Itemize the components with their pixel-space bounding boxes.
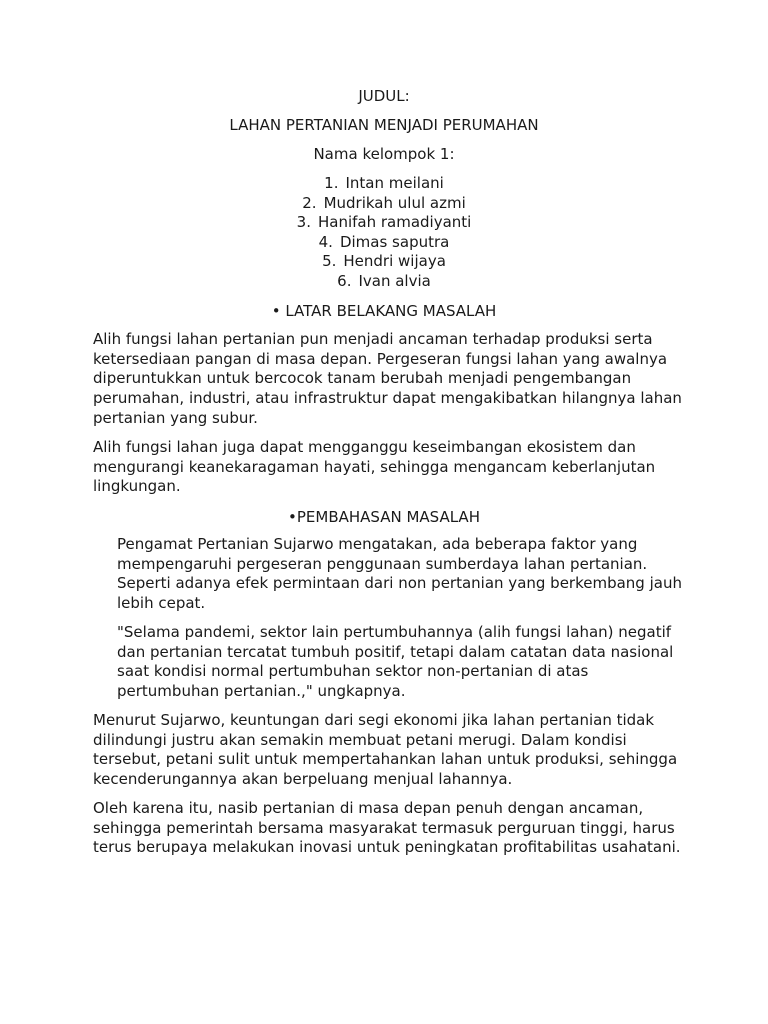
member-item bbox=[0, 194, 768, 214]
paragraph-pembahasan-1: Pengamat Pertanian Sujarwo mengatakan, ada beberapa faktor yang mempengaruhi pergeseran penggunaan sumberdaya lahan pertanian. Seperti adanya efek permintaan dari non pertanian yang berkembang jauh lebih cepat. bbox=[117, 535, 682, 613]
document-title: LAHAN PERTANIAN MENJADI PERUMAHAN bbox=[229, 116, 539, 134]
member-name: Hanifah ramadiyanti bbox=[317, 213, 472, 232]
member-number: 2. bbox=[302, 193, 317, 212]
member-number: 5. bbox=[322, 252, 337, 271]
member-item bbox=[0, 252, 768, 272]
member-item bbox=[0, 233, 768, 253]
paragraph-latar-1: Alih fungsi lahan pertanian pun menjadi ancaman terhadap produksi serta ketersediaan pangan di masa depan. Pergeseran fungsi lahan yang awalnya diperuntukkan untuk bercocok tanam berubah menjadi pengembangan perumahan, industri, atau infrastruktur dapat mengakibatkan hilangnya lahan pertanian yang subur. bbox=[93, 330, 682, 427]
member-name: Intan meilani bbox=[345, 174, 444, 192]
section-heading-pembahasan: •PEMBAHASAN MASALAH bbox=[288, 508, 480, 526]
member-name: Mudrikah ulul azmi bbox=[323, 193, 466, 212]
paragraph-conclusion: Oleh karena itu, nasib pertanian di masa depan penuh dengan ancaman, sehingga pemerintah bersama masyarakat termasuk perguruan tinggi, harus terus berupaya melakukan inovasi untuk peningkatan profitabilitas usahatani. bbox=[93, 799, 681, 857]
paragraph-quote: "Selama pandemi, sektor lain pertumbuhannya (alih fungsi lahan) negatif dan pertanian tercatat tumbuh positif, tetapi dalam catatan data nasional saat kondisi normal pertumbuhan sektor non-pertanian di atas pertumbuhan pertanian.," ungkapnya. bbox=[117, 623, 674, 701]
member-item bbox=[0, 213, 768, 233]
member-item bbox=[0, 272, 768, 292]
paragraph-latar-2: Alih fungsi lahan juga dapat mengganggu keseimbangan ekosistem dan mengurangi keanekaragaman hayati, sehingga mengancam keberlanjutan lingkungan. bbox=[93, 438, 656, 496]
member-item bbox=[0, 174, 768, 194]
section-heading-latar-belakang: • LATAR BELAKANG MASALAH bbox=[271, 302, 497, 320]
paragraph-pembahasan-2: Menurut Sujarwo, keuntungan dari segi ekonomi jika lahan pertanian tidak dilindungi justru akan semakin membuat petani merugi. Dalam kondisi tersebut, petani sulit untuk mempertahankan lahan untuk produksi, sehingga kecenderungannya akan berpeluang menjual lahannya. bbox=[93, 711, 678, 789]
member-name: Dimas saputra bbox=[339, 232, 450, 251]
member-number: 4. bbox=[318, 232, 333, 251]
group-label: Nama kelompok 1: bbox=[313, 145, 455, 163]
member-number: 3. bbox=[296, 213, 311, 232]
member-list bbox=[0, 174, 768, 292]
member-name: Ivan alvia bbox=[358, 271, 431, 290]
member-number: 1. bbox=[324, 174, 339, 192]
member-number: 6. bbox=[337, 271, 352, 290]
member-name: Hendri wijaya bbox=[343, 252, 446, 271]
judul-label: JUDUL: bbox=[358, 87, 410, 105]
